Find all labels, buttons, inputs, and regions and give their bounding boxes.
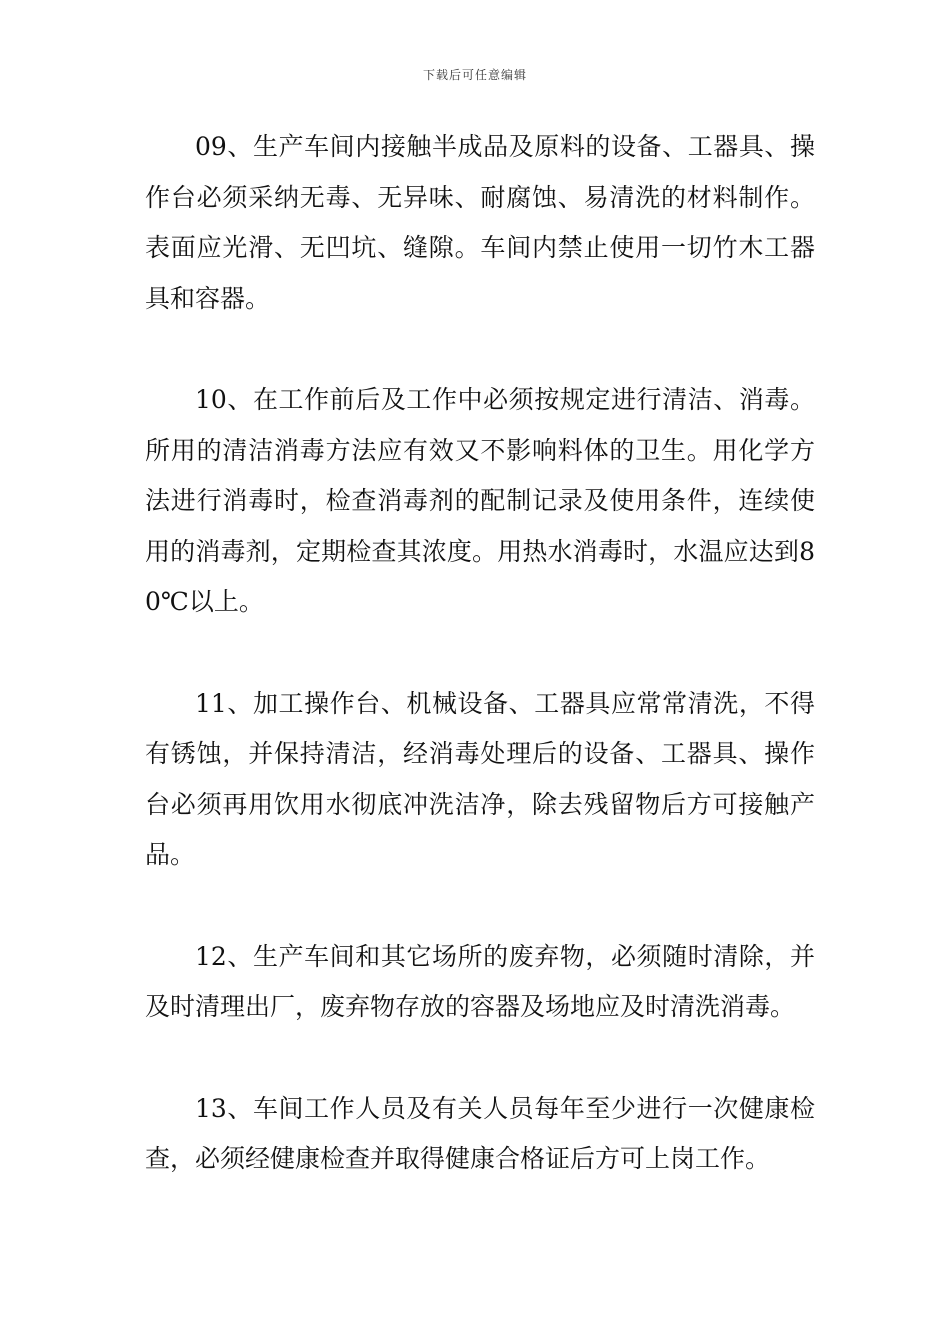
document-body (145, 122, 815, 1236)
header-note: 下载后可任意编辑 (422, 68, 527, 82)
paragraph-13: 13、车间工作人员及有关人员每年至少进行一次健康检查，必须经健康检查并取得健康合格证后方可上岗工作。 (145, 1093, 815, 1173)
paragraph-10: 10、在工作前后及工作中必须按规定进行清洁、消毒。所用的清洁消毒方法应有效又不影响料体的卫生。用化学方法进行消毒时，检查消毒剂的配制记录及使用条件，连续使用的消毒剂，定期检查其浓度。用热水消毒时，水温应达到80℃以上。 (145, 385, 815, 616)
paragraph-11: 11、加工操作台、机械设备、工器具应常常清洗，不得有锈蚀，并保持清洁，经消毒处理后的设备、工器具、操作台必须再用饮用水彻底冲洗洁净，除去残留物后方可接触产品。 (145, 688, 815, 869)
paragraph-12: 12、生产车间和其它场所的废弃物，必须随时清除，并及时清理出厂，废弃物存放的容器及场地应及时清洗消毒。 (145, 941, 815, 1021)
paragraph-09: 09、生产车间内接触半成品及原料的设备、工器具、操作台必须采纳无毒、无异味、耐腐蚀、易清洗的材料制作。表面应光滑、无凹坑、缝隙。车间内禁止使用一切竹木工器具和容器。 (145, 132, 815, 313)
